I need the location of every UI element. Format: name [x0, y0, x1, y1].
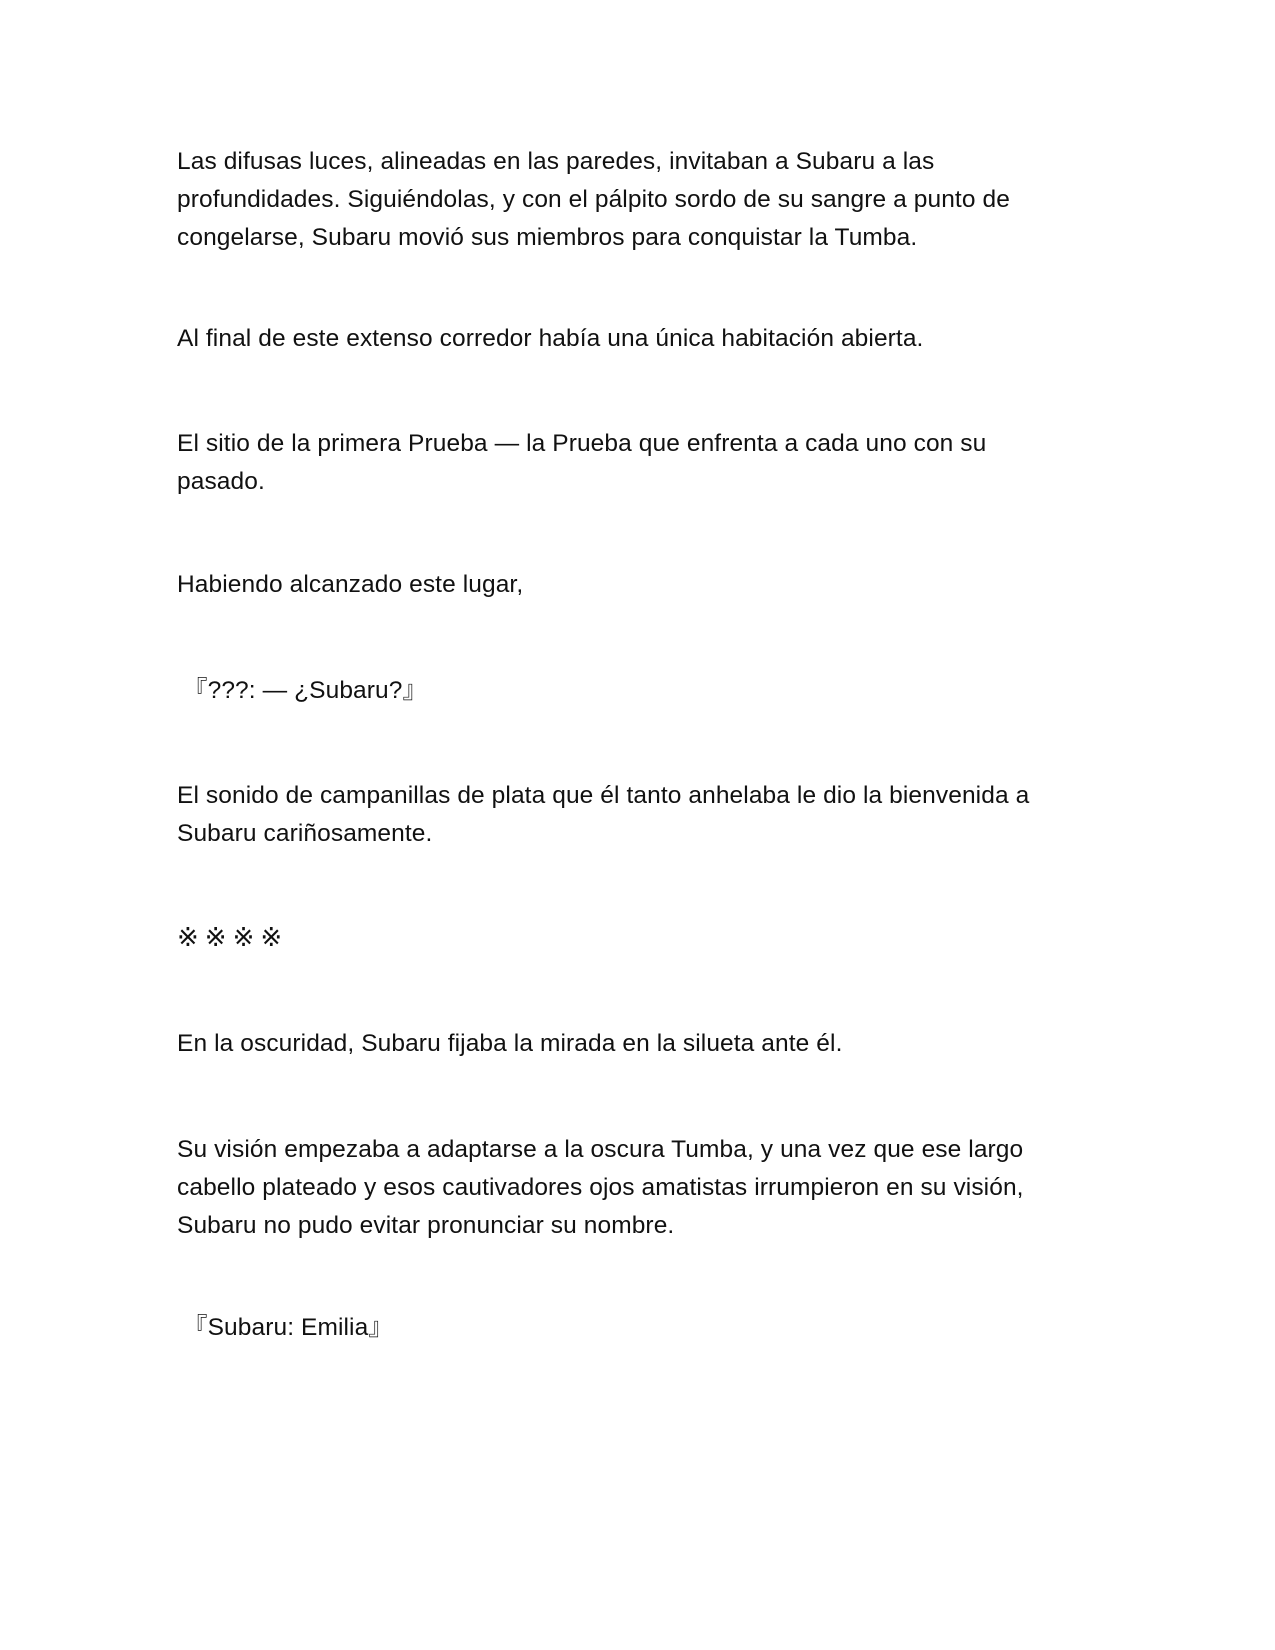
text-line: Subaru cariñosamente.: [177, 820, 433, 847]
paragraph-vision: [177, 1131, 1107, 1245]
text-line: pasado.: [177, 468, 265, 495]
text-line: El sitio de la primera Prueba — la Prueba que enfrenta a cada uno con su: [177, 430, 987, 457]
dialogue-unknown: [183, 672, 1113, 710]
text-line: Subaru no pudo evitar pronunciar su nombre.: [177, 1212, 675, 1239]
text-line: cabello plateado y esos cautivadores ojos amatistas irrumpieron en su visión,: [177, 1174, 1024, 1201]
paragraph-darkness: [177, 1025, 1107, 1063]
text-line: 『???: — ¿Subaru?』: [183, 677, 428, 704]
scene-separator: [177, 918, 1107, 956]
text-line: En la oscuridad, Subaru fijaba la mirada en la silueta ante él.: [177, 1030, 843, 1057]
paragraph-first-trial: [177, 425, 1107, 501]
dialogue-subaru: [183, 1309, 1113, 1347]
text-line: Al final de este extenso corredor había una única habitación abierta.: [177, 325, 924, 352]
text-line: 『Subaru: Emilia』: [183, 1314, 393, 1341]
paragraph-reached-place: [177, 566, 1107, 604]
paragraph-corridor: [177, 320, 1107, 358]
paragraph-silver-bells: [177, 777, 1107, 853]
text-line: Habiendo alcanzado este lugar,: [177, 571, 524, 598]
paragraph-tomb-lights: [177, 143, 1107, 257]
text-line: Su visión empezaba a adaptarse a la oscura Tumba, y una vez que ese largo: [177, 1136, 1024, 1163]
text-line: El sonido de campanillas de plata que él tanto anhelaba le dio la bienvenida a: [177, 782, 1030, 809]
text-line: congelarse, Subaru movió sus miembros para conquistar la Tumba.: [177, 224, 918, 251]
text-line: Las difusas luces, alineadas en las paredes, invitaban a Subaru a las: [177, 148, 935, 175]
text-line: ※※※※: [177, 922, 289, 952]
text-line: profundidades. Siguiéndolas, y con el pálpito sordo de su sangre a punto de: [177, 186, 1010, 213]
